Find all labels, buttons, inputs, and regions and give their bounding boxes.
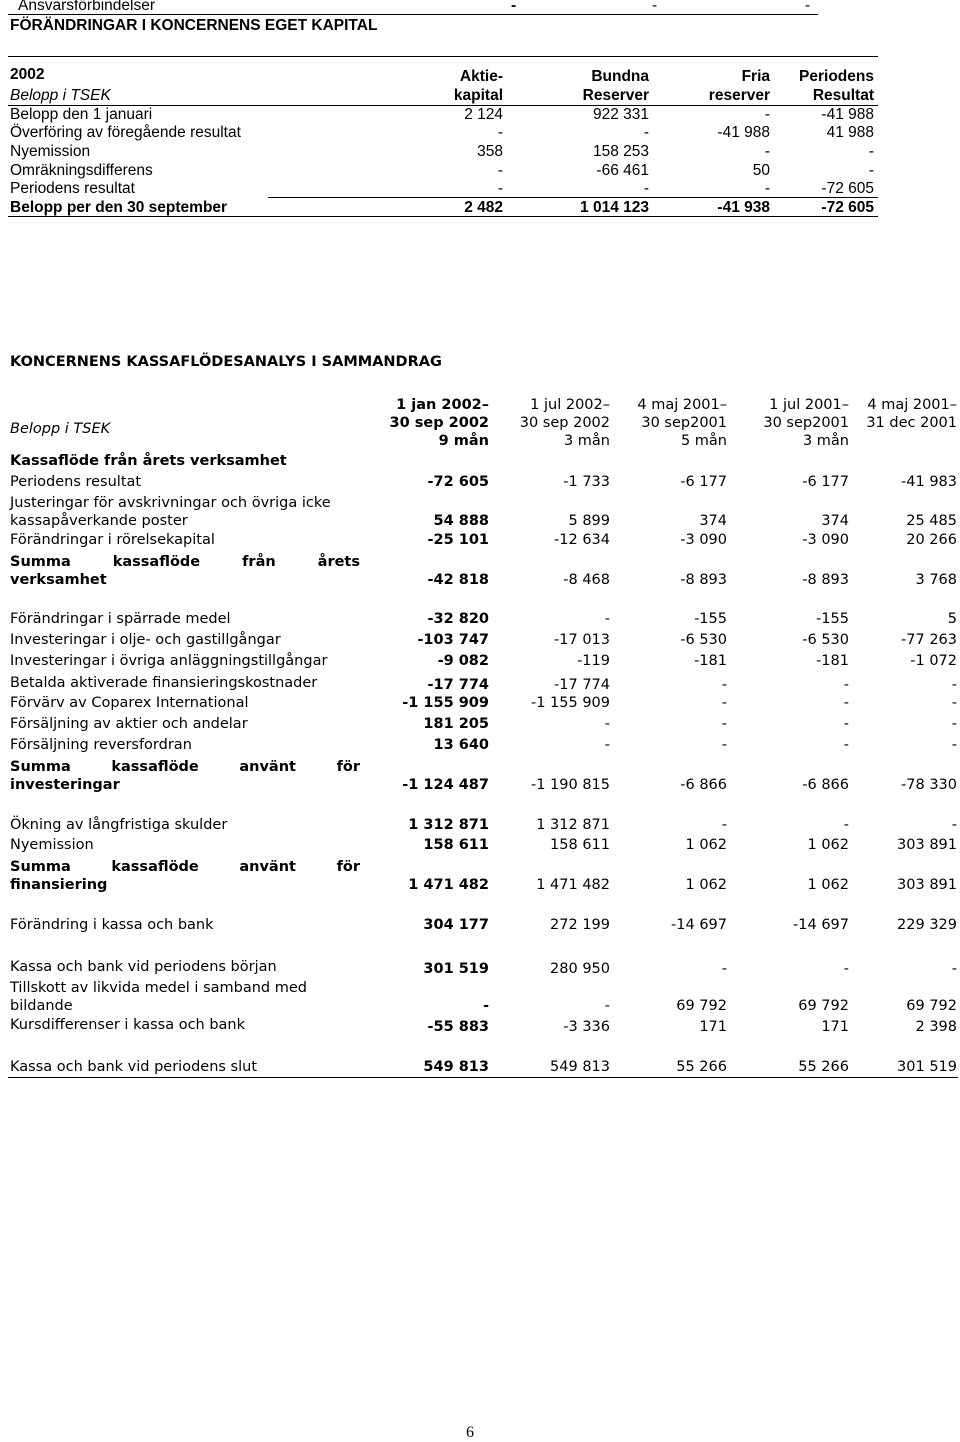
cashflow-row-label: Kassa och bank vid periodens slut <box>10 1059 258 1075</box>
cashflow-cell: 2 398 <box>915 1019 957 1035</box>
equity-cell: - <box>764 106 770 123</box>
cashflow-cell: 374 <box>699 513 727 529</box>
equity-cell: -72 605 <box>821 199 874 216</box>
equity-year: 2002 <box>10 66 45 83</box>
cashflow-cell: - <box>604 998 610 1014</box>
cashflow-cell: 5 <box>947 611 957 627</box>
cashflow-cell: 158 611 <box>423 837 489 853</box>
cashflow-row-label <box>10 758 360 794</box>
equity-cell: - <box>643 180 649 197</box>
cashflow-row-label: Periodens resultat <box>10 474 142 490</box>
cashflow-cell: -6 530 <box>680 632 727 648</box>
cashflow-cell: 1 062 <box>685 837 727 853</box>
cashflow-row-label-line: Summa kassaflöde från årets <box>10 554 360 570</box>
cashflow-row-label: Nyemission <box>10 837 94 853</box>
cashflow-cell: 280 950 <box>550 961 610 977</box>
cashflow-cell: - <box>604 716 610 732</box>
cashflow-cell: 55 266 <box>676 1059 727 1075</box>
cashflow-cell: -1 190 815 <box>530 777 610 793</box>
equity-row-label: Belopp den 1 januari <box>10 106 153 123</box>
cashflow-cell: - <box>721 677 727 693</box>
cashflow-cell: -6 866 <box>680 777 727 793</box>
equity-cell: 1 014 123 <box>580 199 649 216</box>
cashflow-cell: 20 266 <box>906 532 957 548</box>
cashflow-col-header: 1 jul 2002– <box>530 397 610 413</box>
cashflow-cell: - <box>951 716 957 732</box>
cashflow-unit: Belopp i TSEK <box>10 421 111 437</box>
equity-title: FÖRÄNDRINGAR I KONCERNENS EGET KAPITAL <box>10 17 378 34</box>
cashflow-cell: -32 820 <box>427 611 489 627</box>
equity-cell: -72 605 <box>821 180 874 197</box>
cashflow-cell: -1 155 909 <box>402 695 489 711</box>
ansvar-val: - <box>511 0 517 14</box>
cashflow-cell: -3 336 <box>563 1019 610 1035</box>
equity-col-header: Bundna <box>591 68 649 85</box>
cashflow-row-label: Förvärv av Coparex International <box>10 695 249 711</box>
cashflow-col-header: 3 mån <box>563 433 610 449</box>
cashflow-cell: -25 101 <box>427 532 489 548</box>
cashflow-cell: -155 <box>694 611 727 627</box>
cashflow-cell: -17 013 <box>554 632 610 648</box>
cashflow-cell: - <box>951 695 957 711</box>
cashflow-cell: -1 124 487 <box>402 777 489 793</box>
cashflow-cell: -77 263 <box>901 632 957 648</box>
cashflow-row-label-line: finansiering <box>10 877 108 893</box>
equity-col-header: Reserver <box>582 87 649 104</box>
cashflow-cell: -17 774 <box>554 677 610 693</box>
cashflow-cell: 549 813 <box>550 1059 610 1075</box>
cashflow-row-label: Investeringar i olje- och gastillgångar <box>10 632 281 648</box>
cashflow-cell: - <box>843 961 849 977</box>
cashflow-row-label: Ökning av långfristiga skulder <box>10 817 228 833</box>
cashflow-cell: - <box>721 817 727 833</box>
cashflow-cell: -155 <box>816 611 849 627</box>
cashflow-cell: 1 062 <box>807 877 849 893</box>
equity-cell: 50 <box>752 162 770 179</box>
cashflow-cell: - <box>843 817 849 833</box>
equity-cell: - <box>643 124 649 141</box>
cashflow-row-label: Investeringar i övriga anläggningstillgångar <box>10 653 328 669</box>
cashflow-col-header: 9 mån <box>438 433 489 449</box>
cashflow-cell: 304 177 <box>423 917 489 933</box>
cashflow-cell: - <box>721 716 727 732</box>
cashflow-cell: 303 891 <box>897 837 957 853</box>
cashflow-cell: -181 <box>816 653 849 669</box>
cashflow-col-header: 5 mån <box>680 433 727 449</box>
cashflow-cell: - <box>721 961 727 977</box>
cashflow-cell: 374 <box>821 513 849 529</box>
divider <box>8 56 878 57</box>
cashflow-cell: -8 468 <box>563 572 610 588</box>
cashflow-cell: -8 893 <box>802 572 849 588</box>
page-number: 6 <box>466 1424 474 1441</box>
cashflow-row-label <box>10 553 360 589</box>
cashflow-cell: -6 177 <box>802 474 849 490</box>
divider <box>8 14 818 15</box>
cashflow-cell: -78 330 <box>901 777 957 793</box>
equity-cell: - <box>497 180 503 197</box>
cashflow-cell: 158 611 <box>550 837 610 853</box>
cashflow-row-label <box>10 979 360 1015</box>
cashflow-row-label: Försäljning av aktier och andelar <box>10 716 248 732</box>
cashflow-cell: 13 640 <box>433 737 489 753</box>
cashflow-cell: - <box>721 695 727 711</box>
cashflow-row-label: Förändringar i spärrade medel <box>10 611 231 627</box>
cashflow-row-label: Betalda aktiverade finansieringskostnader <box>10 675 318 691</box>
cashflow-cell: -6 866 <box>802 777 849 793</box>
cashflow-cell: 272 199 <box>550 917 610 933</box>
ansvar-label: Ansvarsförbindelser <box>18 0 155 14</box>
equity-cell: 41 988 <box>826 124 874 141</box>
cashflow-cell: - <box>482 998 489 1014</box>
cashflow-cell: 69 792 <box>906 998 957 1014</box>
equity-cell: - <box>868 143 874 160</box>
cashflow-cell: -14 697 <box>671 917 727 933</box>
equity-cell: -66 461 <box>596 162 649 179</box>
cashflow-cell: 55 266 <box>798 1059 849 1075</box>
cashflow-cell: 25 485 <box>906 513 957 529</box>
equity-col-header: Periodens <box>799 68 874 85</box>
cashflow-cell: -3 090 <box>680 532 727 548</box>
cashflow-row-label-line: verksamhet <box>10 572 107 588</box>
cashflow-col-header: 1 jul 2001– <box>769 397 849 413</box>
cashflow-cell: 229 329 <box>897 917 957 933</box>
equity-cell: 2 482 <box>464 199 503 216</box>
divider <box>8 216 878 217</box>
cashflow-cell: -1 072 <box>910 653 957 669</box>
cashflow-cell: -181 <box>694 653 727 669</box>
cashflow-cell: -9 082 <box>437 653 489 669</box>
equity-cell: 922 331 <box>592 106 649 123</box>
equity-cell: -41 988 <box>821 106 874 123</box>
cashflow-col-header: 31 dec 2001 <box>866 415 957 431</box>
cashflow-row-label <box>10 858 360 894</box>
cashflow-cell: 1 062 <box>807 837 849 853</box>
cashflow-row-label: Förändringar i rörelsekapital <box>10 532 215 548</box>
cashflow-title: KONCERNENS KASSAFLÖDESANALYS I SAMMANDRAG <box>10 354 442 370</box>
cashflow-row-label: Försäljning reversfordran <box>10 737 192 753</box>
equity-col-header: Aktie- <box>459 68 503 85</box>
cashflow-cell: -6 177 <box>680 474 727 490</box>
cashflow-cell: -14 697 <box>793 917 849 933</box>
cashflow-row-label <box>10 494 360 530</box>
cashflow-cell: - <box>604 737 610 753</box>
cashflow-cell: 1 312 871 <box>536 817 610 833</box>
cashflow-col-header: 1 jan 2002– <box>396 397 489 413</box>
cashflow-cell: 1 312 871 <box>408 817 489 833</box>
cashflow-cell: - <box>604 611 610 627</box>
ansvar-val: - <box>805 0 811 14</box>
cashflow-cell: - <box>843 716 849 732</box>
cashflow-row-label: Förändring i kassa och bank <box>10 917 214 933</box>
cashflow-cell: -103 747 <box>417 632 489 648</box>
equity-col-header: kapital <box>453 87 503 104</box>
cashflow-cell: - <box>843 737 849 753</box>
cashflow-col-header: 3 mån <box>802 433 849 449</box>
ansvar-val: - <box>652 0 658 14</box>
cashflow-cell: 5 899 <box>568 513 610 529</box>
cashflow-cell: - <box>951 677 957 693</box>
cashflow-cell: 3 768 <box>915 572 957 588</box>
equity-cell: -41 938 <box>717 199 770 216</box>
equity-col-header: reserver <box>708 87 770 104</box>
cashflow-cell: -6 530 <box>802 632 849 648</box>
cashflow-cell: -3 090 <box>802 532 849 548</box>
equity-cell: -41 988 <box>717 124 770 141</box>
cashflow-cell: - <box>721 737 727 753</box>
cashflow-col-header: 30 sep2001 <box>641 415 727 431</box>
equity-col-header: Resultat <box>812 87 874 104</box>
cashflow-cell: -8 893 <box>680 572 727 588</box>
cashflow-cell: 54 888 <box>433 513 489 529</box>
cashflow-cell: 171 <box>821 1019 849 1035</box>
cashflow-cell: 1 062 <box>685 877 727 893</box>
cashflow-cell: - <box>951 737 957 753</box>
equity-cell: 2 124 <box>464 106 503 123</box>
cashflow-cell: -55 883 <box>427 1019 489 1035</box>
equity-row-label: Periodens resultat <box>10 180 135 197</box>
cashflow-cell: 303 891 <box>897 877 957 893</box>
cashflow-col-header: 30 sep 2002 <box>519 415 610 431</box>
cashflow-cell: 171 <box>699 1019 727 1035</box>
cashflow-cell: 69 792 <box>676 998 727 1014</box>
cashflow-cell: - <box>843 677 849 693</box>
cashflow-cell: -1 155 909 <box>530 695 610 711</box>
cashflow-row-label-line: bildande <box>10 998 73 1014</box>
divider <box>268 197 878 198</box>
cashflow-cell: -42 818 <box>427 572 489 588</box>
equity-cell: - <box>764 180 770 197</box>
cashflow-cell: -72 605 <box>427 474 489 490</box>
section-title: Kassaflöde från årets verksamhet <box>10 453 287 469</box>
cashflow-cell: -17 774 <box>427 677 489 693</box>
cashflow-col-header: 30 sep 2002 <box>389 415 489 431</box>
cashflow-cell: 1 471 482 <box>536 877 610 893</box>
cashflow-row-label-line: Summa kassaflöde använt för <box>10 759 360 775</box>
cashflow-cell: - <box>951 961 957 977</box>
cashflow-cell: 301 519 <box>423 961 489 977</box>
cashflow-row-label-line: Justeringar för avskrivningar och övriga icke <box>10 495 331 511</box>
cashflow-cell: 549 813 <box>423 1059 489 1075</box>
cashflow-cell: 301 519 <box>897 1059 957 1075</box>
equity-row-label: Överföring av föregående resultat <box>10 124 241 141</box>
cashflow-col-header: 30 sep2001 <box>763 415 849 431</box>
cashflow-row-label-line: Tillskott av likvida medel i samband med <box>10 980 307 996</box>
cashflow-cell: -1 733 <box>563 474 610 490</box>
cashflow-col-header: 4 maj 2001– <box>867 397 957 413</box>
cashflow-row-label: Kursdifferenser i kassa och bank <box>10 1017 246 1033</box>
equity-row-label: Omräkningsdifferens <box>10 162 153 179</box>
equity-cell: 158 253 <box>592 143 649 160</box>
equity-row-label: Nyemission <box>10 143 91 160</box>
equity-col-header: Fria <box>741 68 770 85</box>
cashflow-row-label-line: kassapåverkande poster <box>10 513 188 529</box>
divider <box>8 1077 958 1078</box>
equity-cell: - <box>764 143 770 160</box>
cashflow-col-header: 4 maj 2001– <box>637 397 727 413</box>
cashflow-cell: - <box>951 817 957 833</box>
cashflow-cell: -12 634 <box>554 532 610 548</box>
cashflow-row-label: Kassa och bank vid periodens början <box>10 959 277 975</box>
cashflow-cell: -41 983 <box>901 474 957 490</box>
equity-unit: Belopp i TSEK <box>10 87 111 104</box>
equity-cell: - <box>497 124 503 141</box>
equity-cell: 358 <box>477 143 503 160</box>
cashflow-cell: 181 205 <box>423 716 489 732</box>
cashflow-row-label-line: Summa kassaflöde använt för <box>10 859 360 875</box>
cashflow-row-label-line: investeringar <box>10 777 120 793</box>
cashflow-cell: -119 <box>577 653 610 669</box>
cashflow-cell: 1 471 482 <box>408 877 489 893</box>
cashflow-cell: 69 792 <box>798 998 849 1014</box>
equity-cell: - <box>868 162 874 179</box>
cashflow-cell: - <box>843 695 849 711</box>
equity-row-label: Belopp per den 30 september <box>10 199 228 216</box>
equity-cell: - <box>497 162 503 179</box>
